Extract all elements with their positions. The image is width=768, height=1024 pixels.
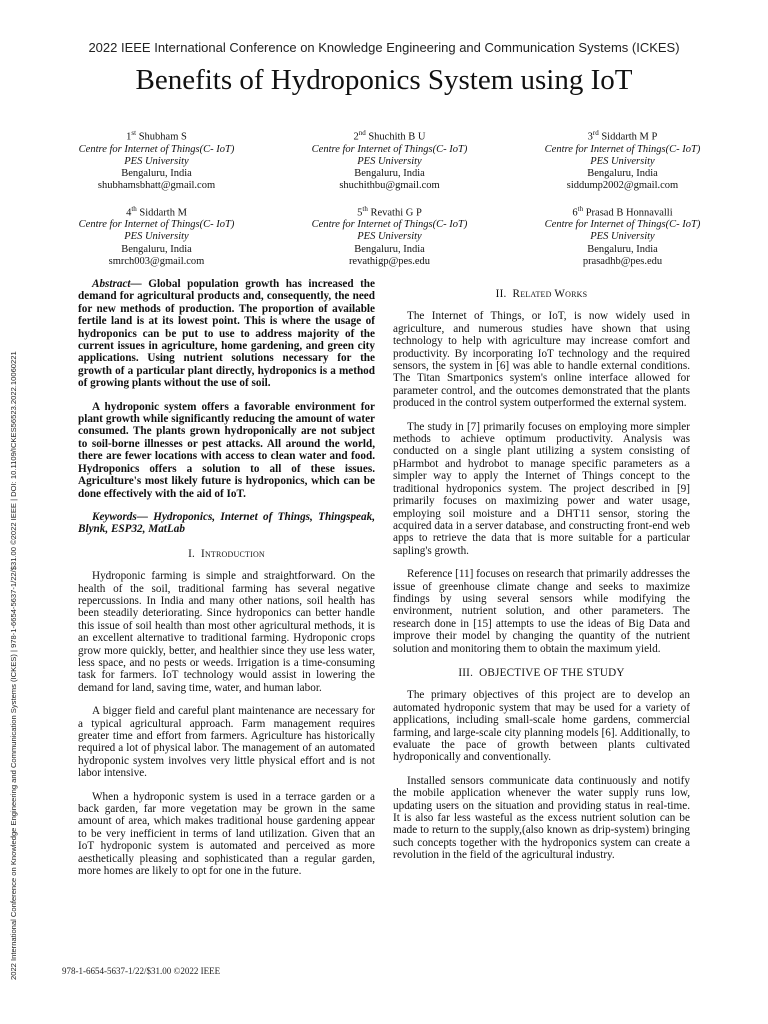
author-email: siddump2002@gmail.com	[566, 180, 679, 192]
author-email: shubhamsbhatt@gmail.com	[97, 180, 216, 192]
author-city: Bengaluru, India	[121, 243, 192, 255]
author-email: prasadhb@pes.edu	[582, 255, 663, 267]
side-citation-strip: 2022 International Conference on Knowledge Engineering and Communication Systems (ICKES) | 978-1-6654-5637-1/22/$31.00 ©2022 IEEE | DOI: 10.1109/ICKES56523.2022.10060221	[9, 351, 18, 980]
author-block	[40, 127, 740, 268]
author-email: revathigp@pes.edu	[348, 255, 431, 267]
author-university: PES University	[357, 231, 422, 243]
author-card: 4th Siddarth M Centre for Internet of Things(C- IoT) PES University Bengaluru, India smrch003@gmail.com	[40, 203, 273, 269]
body-paragraph: The study in [7] primarily focuses on employing more simpler methods to achieve optimum productivity. Analysis was conducted on a single plant utilizing a system consisting of pHarmbot and hydrobot to manage specific parameters as a simpler way to apply the Internet of Things concept to the traditional hydroponics system. The project described in [9] primarily focuses on maximizing power and water usage, employing soil moisture and a DHT11 sensor, storing the acquired data in a server database, and constructing front-end web apps to retrieve the data that is more suitable for a particular sapling's growth.	[393, 420, 690, 557]
abstract-paragraph: Abstract— Global population growth has increased the demand for agricultural products and, consequently, the need for new methods of production. The proportion of available fertile land is at its lowest point. This is where the usage of hydroponics can be put to use to address majority of the current issues in agriculture, home gardening, and green city applications. Using nutrient solutions necessary for the growth of a particular plant directly, hydroponics is a method of growing plants without the use of soil.	[78, 278, 375, 390]
section-heading-related-works: II. Related Works	[495, 288, 588, 300]
left-column	[78, 278, 375, 888]
author-name: Revathi G P	[370, 207, 422, 219]
abstract	[78, 278, 375, 500]
conference-header: 2022 IEEE International Conference on Knowledge Engineering and Communication Systems (ICKES)	[88, 40, 680, 55]
paper-title: Benefits of Hydroponics System using IoT	[135, 64, 633, 96]
author-city: Bengaluru, India	[121, 168, 192, 180]
author-name: Siddarth M	[139, 207, 187, 219]
author-card: 2nd Shuchith B U Centre for Internet of Things(C- IoT) PES University Bengaluru, India shuchithbu@gmail.com	[273, 127, 506, 193]
author-card: 3rd Siddarth M P Centre for Internet of Things(C- IoT) PES University Bengaluru, India siddump2002@gmail.com	[506, 127, 739, 193]
keywords-label: Keywords—	[92, 510, 148, 523]
body-paragraph: The Internet of Things, or IoT, is now widely used in agriculture, and numerous studies have shown that using technology to help with agriculture may increase comfort and productivity. By incorporating IoT technology and the required sensors, the system in [6] was able to handle external conditions. The Titan Smartponics system's online interface allowed for parameter control, and the outcomes demonstrated that the plants produced in the control system outperformed the external system.	[393, 310, 690, 410]
author-affiliation: Centre for Internet of Things(C- IoT)	[544, 219, 701, 231]
author-email: smrch003@gmail.com	[108, 255, 205, 267]
author-card: 1st Shubham S Centre for Internet of Things(C- IoT) PES University Bengaluru, India shubhamsbhatt@gmail.com	[40, 127, 273, 193]
author-card: 6th Prasad B Honnavalli Centre for Internet of Things(C- IoT) PES University Bengaluru, India prasadhb@pes.edu	[506, 203, 739, 269]
author-name: Siddarth M P	[601, 131, 658, 143]
footer-copyright: 978-1-6654-5637-1/22/$31.00 ©2022 IEEE	[62, 966, 221, 976]
author-name: Shuchith B U	[368, 131, 426, 143]
body-paragraph: Installed sensors communicate data continuously and notify the mobile application whenever the water supply runs low, updating users on the situation and providing status in real-time. It is also far less wasteful as the excess nutrient solution can be made to return to the supply,(also known as drip-system) bringing such concepts together with the hydroponics system can create a revolution in the field of the agricultural industry.	[393, 774, 690, 862]
author-affiliation: Centre for Internet of Things(C- IoT)	[311, 143, 468, 155]
author-university: PES University	[124, 231, 189, 243]
abstract-label: Abstract—	[92, 278, 142, 290]
author-university: PES University	[590, 231, 655, 243]
body-paragraph: A bigger field and careful plant maintenance are necessary for a typical agricultural approach. Farm management requires greater time and effort from farmers. Agriculture has historically required a lot of physical labor. The management of an automated hydroponic system involves very little physical effort and is not labor intensive.	[78, 705, 375, 780]
author-affiliation: Centre for Internet of Things(C- IoT)	[78, 219, 235, 231]
section-heading-introduction: I. Introduction	[188, 547, 265, 560]
author-city: Bengaluru, India	[587, 243, 658, 255]
author-affiliation: Centre for Internet of Things(C- IoT)	[78, 143, 235, 155]
author-card: 5th Revathi G P Centre for Internet of Things(C- IoT) PES University Bengaluru, India revathigp@pes.edu	[273, 203, 506, 269]
body-paragraph: Reference [11] focuses on research that primarily addresses the issue of greenhouse climate change and seeks to maximize findings by using several sensors while modifying the environment, nutrient solution, and other parameters. The research done in [15] attempts to use the ideas of Big Data and improve their model by changing the quantity of the nutrient solution and monitoring them to obtain the maximum yield.	[393, 568, 690, 655]
author-city: Bengaluru, India	[587, 168, 658, 180]
author-university: PES University	[124, 155, 189, 167]
author-affiliation: Centre for Internet of Things(C- IoT)	[544, 143, 701, 155]
author-city: Bengaluru, India	[354, 168, 425, 180]
author-name: Prasad B Honnavalli	[585, 207, 673, 219]
body-paragraph: Hydroponic farming is simple and straightforward. On the health of the soil, traditional farming has several negative repercussions. In India and many other nations, soil health has been steadily deteriorating. Since hydroponics can better handle this issue of soil health than most other agricultural methods, it is an excellent alternative to traditional farming. Hydroponic crops grow more quickly, better, and healthier since they use less water, less space, and no pests or weeds. Irrigation is a time-consuming task for farmers. IoT technology would assist in lowering the demand for land, saving time, water, and human labor.	[78, 570, 375, 694]
author-affiliation: Centre for Internet of Things(C- IoT)	[311, 219, 468, 231]
section-heading-objective: III. OBJECTIVE OF THE STUDY	[458, 666, 625, 679]
author-name: Shubham S	[138, 131, 187, 143]
abstract-paragraph: A hydroponic system offers a favorable environment for plant growth while significantly reducing the amount of water consumed. The plants grown hydroponically are not subject to soil-borne illnesses or pest attacks. All around the world, there are fewer locations with access to clean water and food. Hydroponics offers a solution to all of these issues. Agriculture's most likely future is hydroponics, which can be done effectively with the aid of IoT.	[78, 400, 375, 500]
author-university: PES University	[357, 155, 422, 167]
right-column	[393, 288, 690, 873]
author-city: Bengaluru, India	[354, 243, 425, 255]
body-paragraph: When a hydroponic system is used in a terrace garden or a back garden, far more vegetation may be grown in the same amount of area, which makes traditional house gardening appear to be very inefficient in terms of land utilization. Given that an IoT hydroponic system is automated and perceived as more aesthetically pleasing and sophisticated than a regular garden, more homes are likely to opt for one in the future.	[78, 790, 375, 878]
author-university: PES University	[590, 155, 655, 167]
body-paragraph: The primary objectives of this project are to develop an automated hydroponic system that may be used for a variety of applications, including small-scale home gardens, commercial farming, and large-scale city planning models [6]. Additionally, to evaluate the pace of growth between plants cultivated hydroponically and conventionally.	[393, 689, 690, 764]
author-email: shuchithbu@gmail.com	[339, 180, 440, 192]
keywords: Keywords— Hydroponics, Internet of Things, Thingspeak, Blynk, ESP32, MatLab	[78, 510, 376, 536]
